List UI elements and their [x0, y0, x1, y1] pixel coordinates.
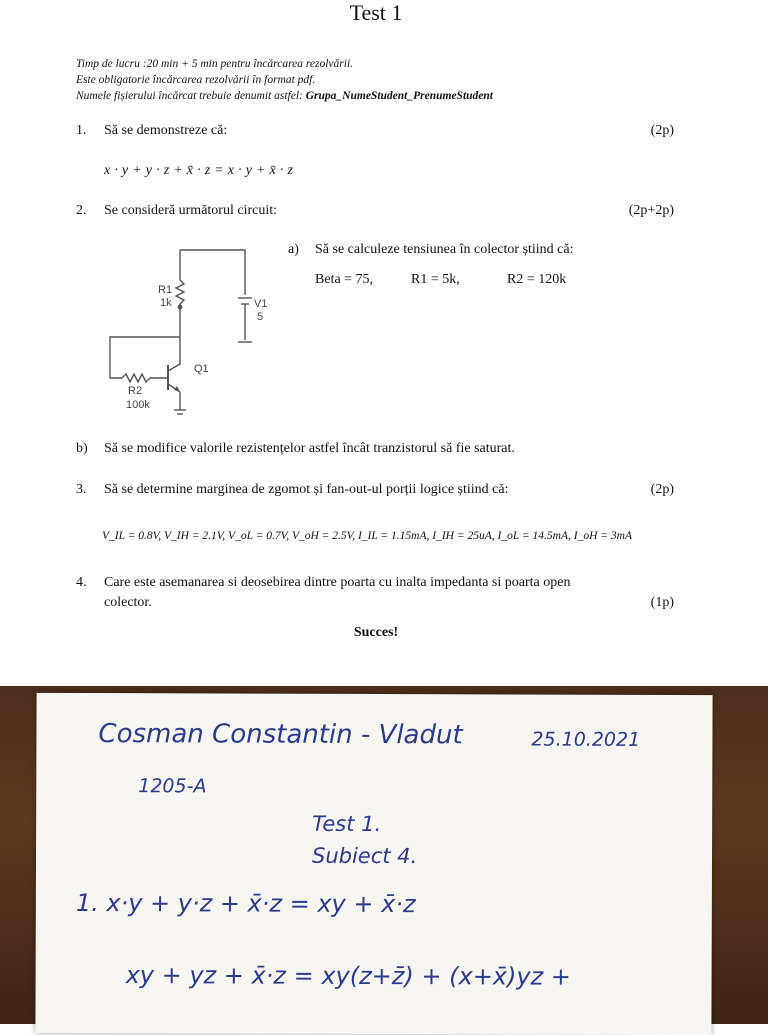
param-r2: R2 = 120k [507, 272, 567, 287]
filename-format: Grupa_NumeStudent_PrenumeStudent [305, 90, 493, 102]
instructions [76, 56, 493, 104]
student-group: 1205-A [138, 775, 207, 798]
q4-number: 4. [76, 575, 87, 590]
q1-equation: x · y + y · z + x̄ · z = x · y + x̄ · z [104, 163, 294, 178]
q1-points: (2p) [650, 123, 674, 138]
instruction-line-2: Este obligatorie încărcarea rezolvării în format pdf. [76, 74, 316, 86]
q2a-text: Să se calculeze tensiunea în colector știind că: [315, 242, 574, 257]
handwritten-line-1: 1. x·y + y·z + x̄·z = xy + x̄·z [75, 888, 416, 919]
v1-name: V1 [254, 298, 268, 310]
q2a-label: a) [288, 242, 299, 257]
instruction-line-1: Timp de lucru :20 min + 5 min pentru încărcarea rezolvării. [76, 58, 354, 70]
q2-points: (2p+2p) [628, 203, 674, 218]
handwritten-sheet [35, 693, 712, 1035]
r1-value: 1k [160, 297, 172, 309]
q3-equation: V_IL = 0.8V, V_IH = 2.1V, V_oL = 0.7V, V_oH = 2.5V, I_IL = 1.15mA, I_IH = 25uA, I_oL = 14.5mA, I_oH = 3mA [102, 530, 632, 542]
q3-points: (2p) [650, 482, 674, 497]
student-name: Cosman Constantin - Vladut [98, 719, 463, 751]
handwritten-test-title: Test 1. [312, 811, 382, 837]
circuit-diagram [100, 240, 280, 420]
handwritten-date: 25.10.2021 [531, 728, 641, 751]
r1-name: R1 [158, 284, 173, 296]
handwritten-subject: Subiect 4. [311, 843, 418, 869]
q4-text-line1: Care este asemanarea si deosebirea dintre poarta cu inalta impedanta si poarta open [104, 575, 571, 590]
v1-value: 5 [257, 311, 264, 323]
q1-number: 1. [76, 123, 87, 138]
r2-name: R2 [128, 385, 143, 397]
q2-text: Se consideră următorul circuit: [104, 203, 277, 218]
q3-number: 3. [76, 482, 87, 497]
r2-value: 100k [126, 399, 150, 411]
q2-number: 2. [76, 203, 87, 218]
page-title: Test 1 [349, 0, 403, 25]
param-beta: Beta = 75, [315, 272, 374, 287]
q1-transistor-name: Q1 [194, 363, 209, 375]
q2b-text: Să se modifice valorile rezistențelor astfel încât tranzistorul să fie saturat. [104, 441, 515, 456]
footer-succes: Succes! [353, 625, 399, 640]
q2b-label: b) [76, 441, 88, 456]
q3-text: Să se determine marginea de zgomot și fan-out-ul porții logice știind că: [104, 482, 509, 497]
q4-text-line2: colector. [104, 595, 152, 610]
q1-text: Să se demonstreze că: [104, 123, 228, 138]
handwritten-line-2: xy + yz + x̄·z = xy(z+z̄) + (x+x̄)yz + [125, 961, 571, 991]
q4-points: (1p) [650, 595, 674, 610]
instruction-line-3: Numele fișierului încărcat trebuie denumit astfel: Grupa_NumeStudent_PrenumeStudent [76, 90, 493, 102]
param-r1: R1 = 5k, [411, 272, 460, 287]
